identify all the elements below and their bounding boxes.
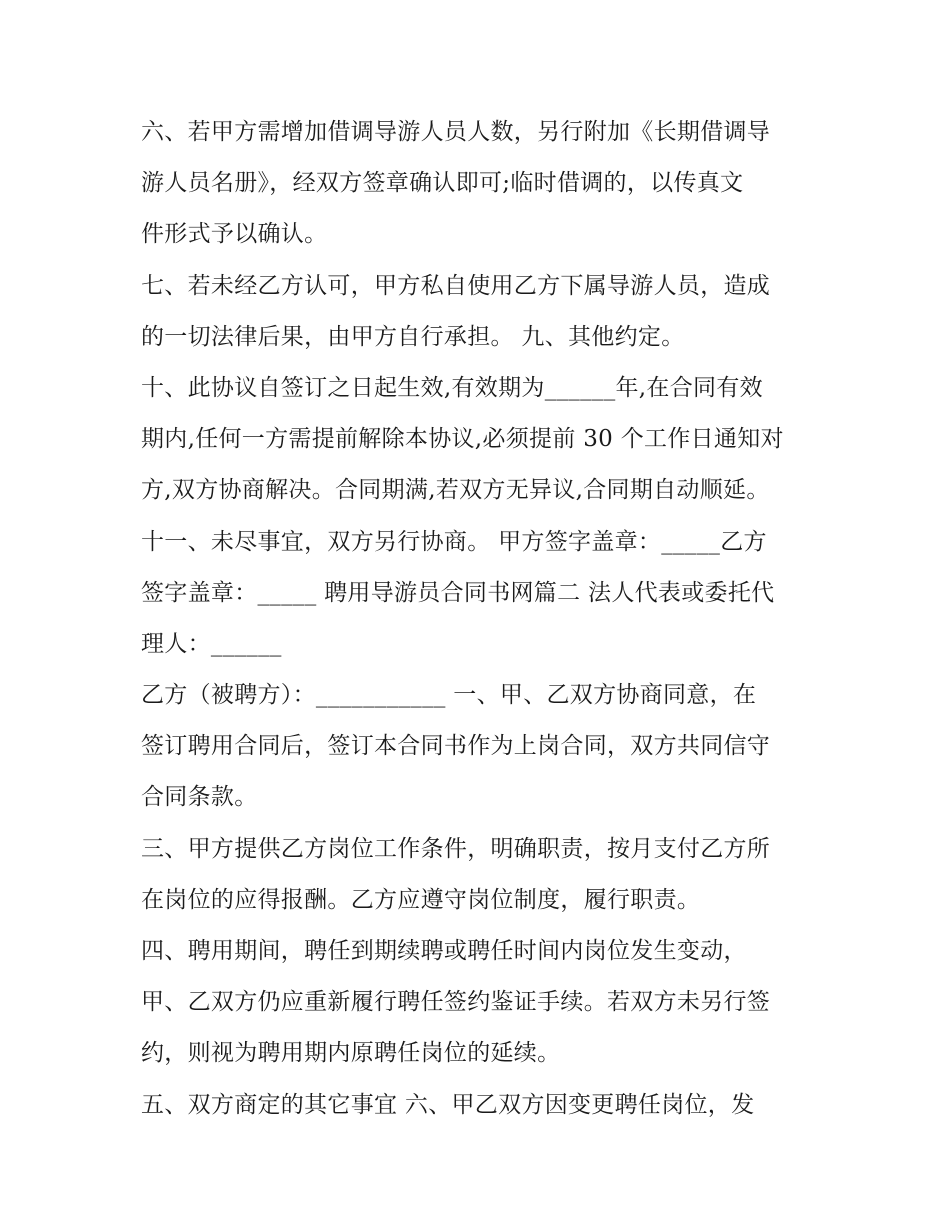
text-line: 签订聘用合同后，签订本合同书作为上岗合同，双方共同信守 xyxy=(141,733,771,760)
text-line: 七、若未经乙方认可，甲方私自使用乙方下属导游人员，造成 xyxy=(141,272,771,299)
text-line: 方,双方协商解决。合同期满,若双方无异议,合同期自动顺延。 xyxy=(141,477,770,504)
text-line: 签字盖章：_____ 聘用导游员合同书网篇二 法人代表或委托代 xyxy=(141,579,775,606)
text-line: 乙方（被聘方）：___________ 一、甲、乙双方协商同意，在 xyxy=(141,682,757,709)
text-line: 合同条款。 xyxy=(141,784,258,811)
text-line: 三、甲方提供乙方岗位工作条件，明确职责，按月支付乙方所 xyxy=(141,835,771,862)
text-line: 十、此协议自签订之日起生效,有效期为______年,在合同有效 xyxy=(141,374,763,401)
document-body xyxy=(141,107,831,1131)
text-line: 游人员名册》，经双方签章确认即可;临时借调的，以传真文 xyxy=(141,170,744,197)
text-line: 理人：______ xyxy=(141,630,282,657)
text-line: 甲、乙双方仍应重新履行聘任签约鉴证手续。若双方未另行签 xyxy=(141,989,771,1016)
text-line: 六、若甲方需增加借调导游人员人数，另行附加《长期借调导 xyxy=(141,119,771,145)
text-line: 期内,任何一方需提前解除本协议,必须提前 30 个工作日通知对 xyxy=(141,426,784,453)
text-line: 四、聘用期间，聘任到期续聘或聘任时间内岗位发生变动， xyxy=(141,938,747,964)
text-line: 在岗位的应得报酬。乙方应遵守岗位制度，履行职责。 xyxy=(141,886,701,913)
text-line: 十一、未尽事宜，双方另行协商。 甲方签字盖章：_____乙方 xyxy=(141,528,767,555)
text-line: 件形式予以确认。 xyxy=(141,221,328,248)
text-line: 约，则视为聘用期内原聘任岗位的延续。 xyxy=(141,1040,561,1067)
text-line: 五、双方商定的其它事宜 六、甲乙双方因变更聘任岗位，发 xyxy=(141,1091,755,1118)
text-line: 的一切法律后果，由甲方自行承担。 九、其他约定。 xyxy=(141,323,685,350)
